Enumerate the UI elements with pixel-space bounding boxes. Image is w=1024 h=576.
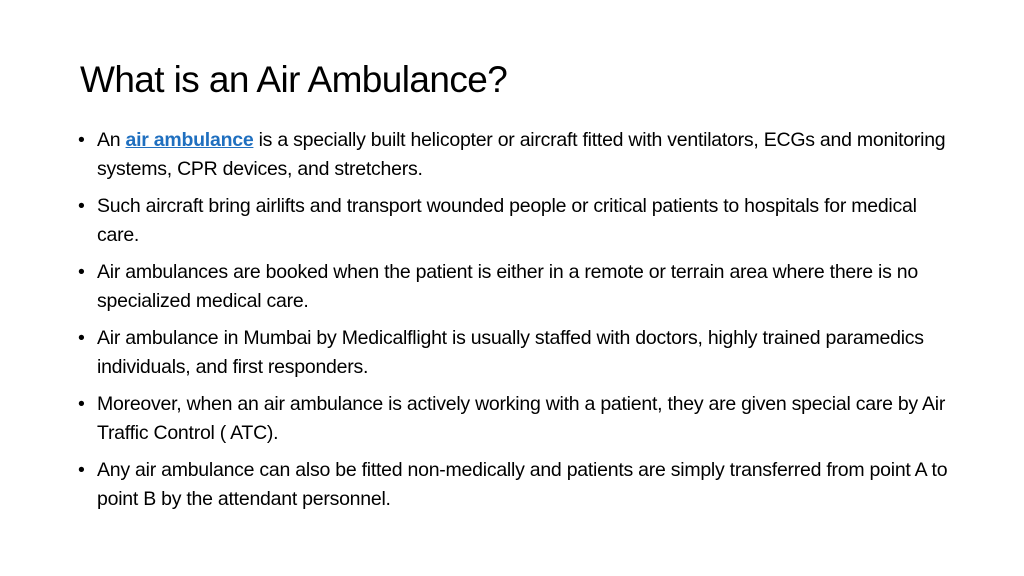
bullet-marker: • — [78, 459, 85, 481]
bullet-text: Air ambulances are booked when the patient is either in a remote or terrain area where there is no specialized medical care. — [97, 261, 918, 312]
air-ambulance-link[interactable]: air ambulance — [125, 129, 254, 151]
bullet-marker: • — [78, 327, 85, 349]
bullet-item-5 — [78, 390, 958, 448]
bullet-item-1 — [78, 126, 958, 184]
bullet-text: Moreover, when an air ambulance is actively working with a patient, they are given special care by Air Traffic Control ( ATC). — [97, 393, 946, 444]
bullet-item-2 — [78, 192, 958, 250]
bullet-suffix: is a specially built helicopter or aircraft fitted with ventilators, ECGs and monitoring systems, CPR devices, and stretchers. — [97, 129, 946, 180]
bullet-marker: • — [78, 261, 85, 283]
bullet-text: Any air ambulance can also be fitted non-medically and patients are simply transferred from point A to point B by the attendant personnel. — [97, 459, 948, 510]
bullet-marker: • — [78, 195, 85, 217]
bullet-text: Such aircraft bring airlifts and transport wounded people or critical patients to hospitals for medical care. — [97, 195, 917, 246]
slide-title: What is an Air Ambulance? — [80, 59, 508, 100]
bullet-prefix: An — [97, 129, 126, 151]
bullet-item-3 — [78, 258, 958, 316]
bullet-list — [78, 126, 958, 522]
bullet-text: Air ambulance in Mumbai by Medicalflight is usually staffed with doctors, highly trained paramedics individuals, and first responders. — [97, 327, 924, 378]
bullet-marker: • — [78, 393, 85, 415]
bullet-marker: • — [78, 129, 85, 151]
bullet-item-4 — [78, 324, 958, 382]
bullet-item-6 — [78, 456, 958, 514]
